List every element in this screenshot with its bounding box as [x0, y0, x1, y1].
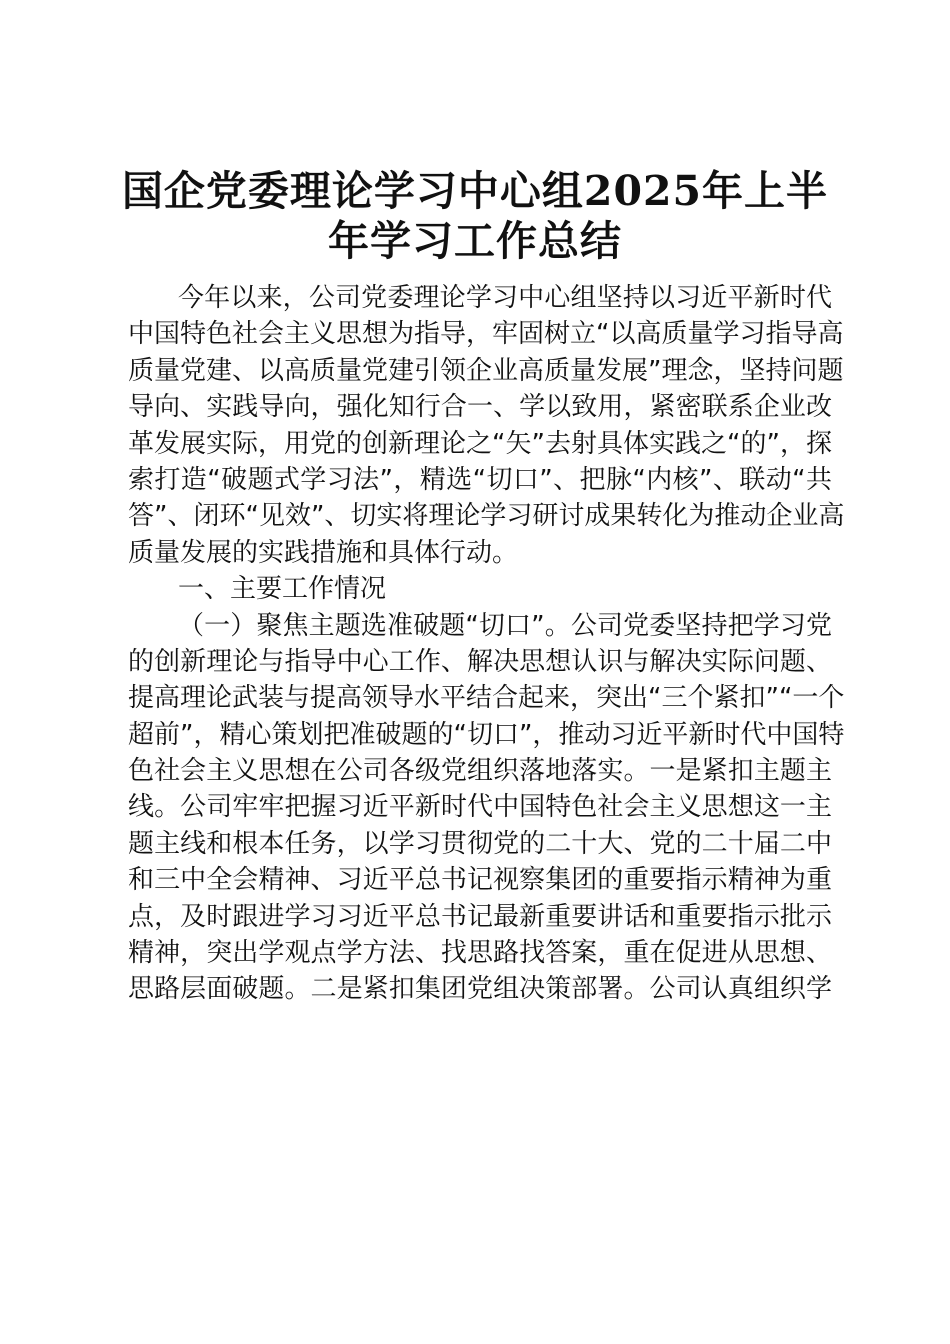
text-line: 答”、闭环“见效”、切实将理论学习研讨成果转化为推动企业高 — [128, 501, 845, 532]
text-line: 点，及时跟进学习习近平总书记最新重要讲话和重要指示批示 — [128, 901, 832, 932]
text-line: 和三中全会精神、习近平总书记视察集团的重要指示精神为重 — [128, 865, 832, 896]
text-line: 质量发展的实践措施和具体行动。 — [128, 537, 519, 568]
text-line: 索打造“破题式学习法”，精选“切口”、把脉“内核”、联动“共 — [128, 464, 832, 495]
text-line: 质量党建、以高质量党建引领企业高质量发展”理念，坚持问题 — [128, 355, 844, 386]
text-line: 精神，突出学观点学方法、找思路找答案，重在促进从思想、 — [128, 938, 832, 969]
paragraph-intro — [128, 280, 845, 571]
section-heading: 一、主要工作情况 — [178, 574, 387, 605]
text-line: 提高理论武装与提高领导水平结合起来，突出“三个紧扣”“一个 — [128, 683, 845, 714]
text-line: 的创新理论与指导中心工作、解决思想认识与解决实际问题、 — [128, 646, 832, 677]
text-line: 色社会主义思想在公司各级党组织落地落实。一是紧扣主题主 — [128, 756, 832, 787]
title-line: 国企党委理论学习中心组2025年上半 — [121, 167, 829, 215]
text-line: 革发展实际，用党的创新理论之“矢”去射具体实践之“的”，探 — [128, 428, 832, 459]
title-line: 年学习工作总结 — [328, 217, 622, 265]
text-line: 线。公司牢牢把握习近平新时代中国特色社会主义思想这一主 — [128, 792, 832, 823]
text-line: （一）聚焦主题选准破题“切口”。公司党委坚持把学习党 — [178, 610, 832, 641]
text-line: 导向、实践导向，强化知行合一、学以致用，紧密联系企业改 — [128, 392, 832, 423]
paragraph-section-1 — [128, 608, 845, 1008]
text-line: 今年以来，公司党委理论学习中心组坚持以习近平新时代 — [178, 283, 832, 313]
document-body — [128, 280, 845, 1008]
text-line: 超前”，精心策划把准破题的“切口”，推动习近平新时代中国特 — [128, 719, 845, 750]
text-line: 思路层面破题。二是紧扣集团党组决策部署。公司认真组织学 — [128, 974, 832, 1005]
text-line: 题主线和根本任务，以学习贯彻党的二十大、党的二十届二中 — [128, 828, 832, 859]
text-line: 中国特色社会主义思想为指导，牢固树立“以高质量学习指导高 — [128, 319, 844, 350]
document-title — [110, 166, 840, 266]
